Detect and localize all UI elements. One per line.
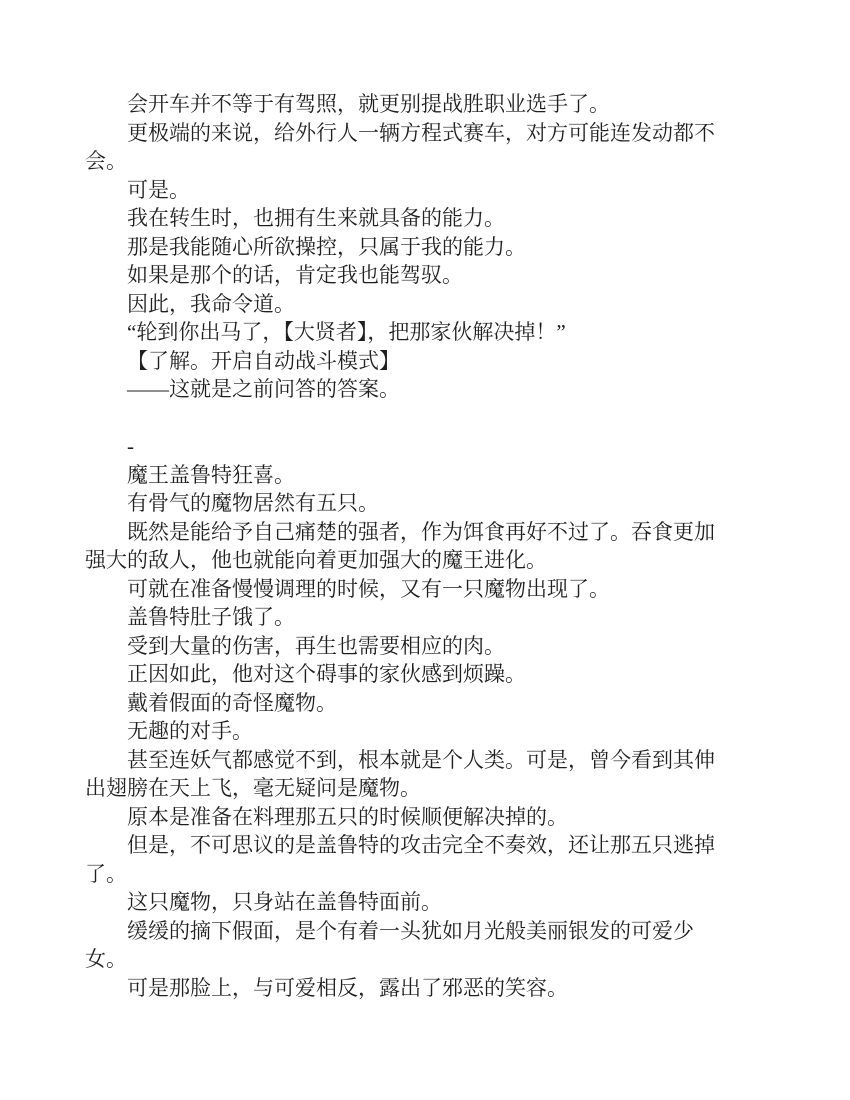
paragraph: 我在转生时，也拥有生来就具备的能力。	[127, 206, 505, 230]
paragraph: 受到大量的伤害，再生也需要相应的肉。	[127, 633, 505, 658]
paragraph: 可是那脸上，与可爱相反，露出了邪恶的笑容。	[127, 975, 568, 1000]
paragraph: 既然是能给予自己痛楚的强者，作为饵食再好不过了。吞食更加强大的敌人，他也就能向着更加强大的魔王进化。	[85, 519, 715, 572]
paragraph: 甚至连妖气都感觉不到，根本就是个人类。可是，曾今看到其伸出翅膀在天上飞，毫无疑问是魔物。	[85, 747, 715, 800]
paragraph: 更极端的来说，给外行人一辆方程式赛车，对方可能连发动都不会。	[85, 120, 715, 173]
novel-text	[85, 90, 735, 1002]
paragraph: 可就在准备慢慢调理的时候，又有一只魔物出现了。	[127, 576, 610, 601]
paragraph: 有骨气的魔物居然有五只。	[127, 491, 379, 515]
paragraph: 戴着假面的奇怪魔物。	[127, 690, 337, 715]
paragraph: 因此，我命令道。	[127, 291, 295, 316]
paragraph: 会开车并不等于有驾照，就更别提战胜职业选手了。	[127, 92, 610, 116]
paragraph: 【了解。开启自动战斗模式】	[127, 348, 400, 373]
paragraph: 如果是那个的话，肯定我也能驾驭。	[127, 263, 463, 287]
paragraph: 原本是准备在料理那五只的时候顺便解决掉的。	[127, 804, 568, 829]
paragraph: 但是，不可思议的是盖鲁特的攻击完全不奏效，还让那五只逃掉了。	[85, 833, 715, 886]
paragraph: -	[127, 434, 134, 458]
paragraph: 盖鲁特肚子饿了。	[127, 605, 295, 629]
paragraph: “轮到你出马了，【大贤者】，把那家伙解决掉！”	[127, 320, 566, 344]
paragraph: 那是我能随心所欲操控，只属于我的能力。	[127, 234, 526, 259]
paragraph: ——这就是之前问答的答案。	[127, 377, 400, 401]
paragraph: 可是。	[127, 177, 190, 202]
paragraph: 正因如此，他对这个碍事的家伙感到烦躁。	[127, 662, 526, 686]
paragraph: 缓缓的摘下假面，是个有着一头犹如月光般美丽银发的可爱少女。	[85, 918, 694, 971]
paragraph: 无趣的对手。	[127, 719, 253, 743]
paragraph: 魔王盖鲁特狂喜。	[127, 462, 295, 487]
paragraph: 这只魔物，只身站在盖鲁特面前。	[127, 890, 442, 914]
